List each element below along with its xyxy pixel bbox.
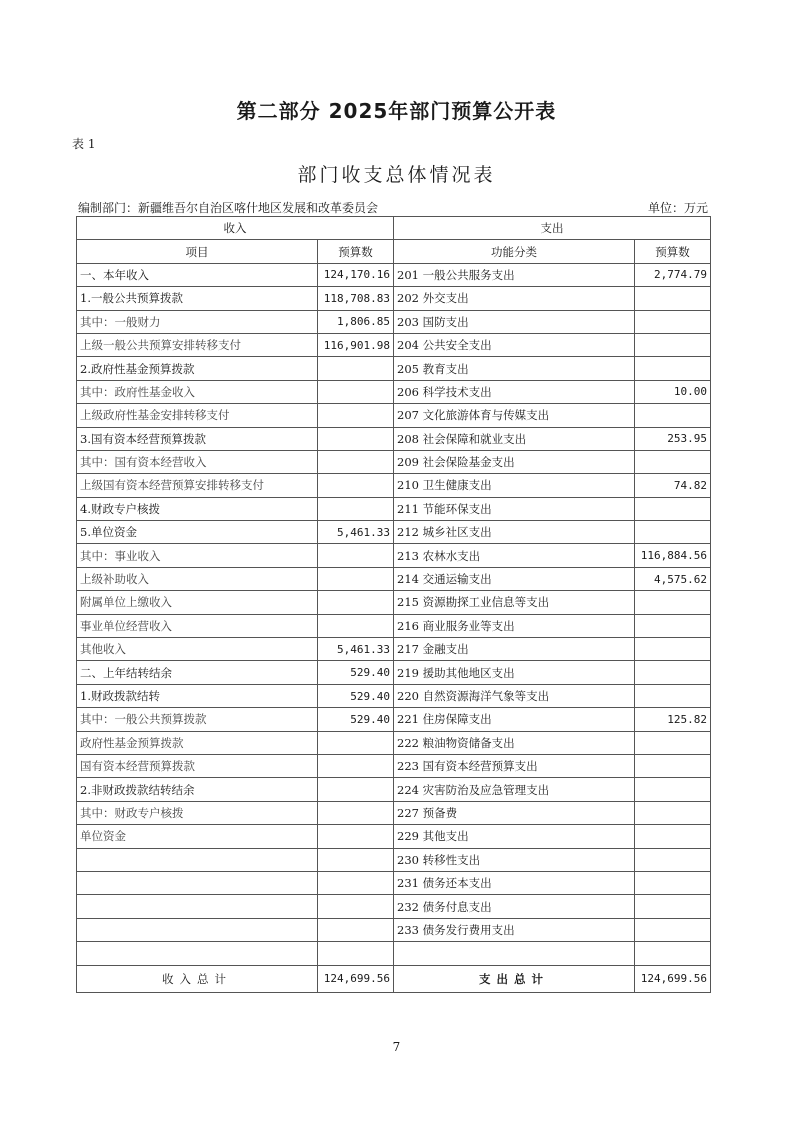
table-row [77, 778, 711, 801]
income-item-cell: 二、上年结转结余 [77, 661, 318, 684]
income-total-value: 124,699.56 [318, 965, 394, 992]
functional-class-cell: 219 援助其他地区支出 [394, 661, 635, 684]
department-label: 编制部门：新疆维吾尔自治区喀什地区发展和改革委员会 [78, 201, 379, 215]
functional-class-cell: 222 粮油物资储备支出 [394, 731, 635, 754]
table-row [77, 474, 711, 497]
income-amount-cell [318, 591, 394, 614]
table-meta-row [78, 199, 708, 215]
functional-class-cell: 210 卫生健康支出 [394, 474, 635, 497]
income-item-cell: 2.政府性基金预算拨款 [77, 357, 318, 380]
income-amount-cell [318, 731, 394, 754]
table-row [77, 310, 711, 333]
table-row [77, 567, 711, 590]
table-row [77, 614, 711, 637]
table-row [77, 708, 711, 731]
functional-class-cell: 232 债务付息支出 [394, 895, 635, 918]
income-item-cell: 其中：政府性基金收入 [77, 380, 318, 403]
budget-table [76, 216, 711, 993]
income-amount-cell [318, 497, 394, 520]
table-row [77, 684, 711, 707]
income-item-cell: 其中：一般公共预算拨款 [77, 708, 318, 731]
expenditure-amount-cell: 253.95 [635, 427, 711, 450]
income-item-cell: 其中：国有资本经营收入 [77, 450, 318, 473]
income-item-cell: 其中：事业收入 [77, 544, 318, 567]
table-row [77, 521, 711, 544]
income-item-cell [77, 895, 318, 918]
functional-class-cell: 203 国防支出 [394, 310, 635, 333]
expenditure-amount-cell: 10.00 [635, 380, 711, 403]
table-row [77, 263, 711, 286]
functional-class-cell: 216 商业服务业等支出 [394, 614, 635, 637]
expenditure-header: 支出 [394, 217, 711, 240]
income-item-cell: 政府性基金预算拨款 [77, 731, 318, 754]
income-amount-cell [318, 380, 394, 403]
table-row [77, 825, 711, 848]
expenditure-amount-cell [635, 848, 711, 871]
expenditure-amount-cell: 74.82 [635, 474, 711, 497]
income-header: 收入 [77, 217, 394, 240]
expenditure-amount-cell [635, 450, 711, 473]
table-row [77, 731, 711, 754]
income-item-cell: 事业单位经营收入 [77, 614, 318, 637]
table-row [77, 871, 711, 894]
income-amount-cell [318, 918, 394, 941]
income-amount-cell [318, 895, 394, 918]
income-item-cell: 其他收入 [77, 638, 318, 661]
table-number: 表 1 [72, 137, 96, 151]
functional-class-cell: 227 预备费 [394, 801, 635, 824]
income-amount-cell [318, 474, 394, 497]
expenditure-amount-cell [635, 333, 711, 356]
expenditure-amount-cell [635, 895, 711, 918]
expenditure-amount-cell [635, 614, 711, 637]
income-item-cell: 1.财政拨款结转 [77, 684, 318, 707]
expenditure-amount-cell [635, 684, 711, 707]
expenditure-amount-cell [635, 825, 711, 848]
expenditure-amount-cell [635, 404, 711, 427]
income-item-cell [77, 848, 318, 871]
income-amount-cell [318, 450, 394, 473]
expenditure-amount-cell: 116,884.56 [635, 544, 711, 567]
income-amount-cell: 529.40 [318, 661, 394, 684]
table-body [77, 263, 711, 965]
budget-column-header: 预算数 [318, 240, 394, 263]
table-row [77, 357, 711, 380]
income-item-cell: 其中：一般财力 [77, 310, 318, 333]
expenditure-amount-cell [635, 287, 711, 310]
table-row [77, 333, 711, 356]
functional-class-cell: 221 住房保障支出 [394, 708, 635, 731]
income-item-cell: 上级补助收入 [77, 567, 318, 590]
functional-class-cell: 201 一般公共服务支出 [394, 263, 635, 286]
functional-class-cell: 224 灾害防治及应急管理支出 [394, 778, 635, 801]
table-row [77, 661, 711, 684]
income-amount-cell [318, 848, 394, 871]
income-amount-cell: 5,461.33 [318, 638, 394, 661]
income-item-cell: 上级一般公共预算安排转移支付 [77, 333, 318, 356]
income-item-cell: 一、本年收入 [77, 263, 318, 286]
table-subheader-row [77, 240, 711, 263]
functional-class-cell: 220 自然资源海洋气象等支出 [394, 684, 635, 707]
functional-class-cell: 230 转移性支出 [394, 848, 635, 871]
income-item-cell: 上级政府性基金安排转移支付 [77, 404, 318, 427]
income-item-cell: 5.单位资金 [77, 521, 318, 544]
table-row [77, 404, 711, 427]
table-row [77, 544, 711, 567]
expenditure-amount-cell [635, 661, 711, 684]
income-amount-cell: 124,170.16 [318, 263, 394, 286]
functional-class-cell: 208 社会保障和就业支出 [394, 427, 635, 450]
functional-class-cell: 233 债务发行费用支出 [394, 918, 635, 941]
functional-class-cell: 223 国有资本经营预算支出 [394, 754, 635, 777]
table-row [77, 427, 711, 450]
unit-label: 单位：万元 [647, 201, 708, 215]
income-amount-cell: 529.40 [318, 684, 394, 707]
income-amount-cell [318, 404, 394, 427]
income-amount-cell: 116,901.98 [318, 333, 394, 356]
expenditure-amount-cell: 125.82 [635, 708, 711, 731]
table-row [77, 754, 711, 777]
functional-class-cell: 231 债务还本支出 [394, 871, 635, 894]
expenditure-budget-column-header: 预算数 [635, 240, 711, 263]
total-row [77, 965, 711, 992]
income-amount-cell [318, 567, 394, 590]
functional-class-cell: 204 公共安全支出 [394, 333, 635, 356]
income-amount-cell [318, 871, 394, 894]
table-row [77, 801, 711, 824]
functional-class-cell: 211 节能环保支出 [394, 497, 635, 520]
income-amount-cell: 1,806.85 [318, 310, 394, 333]
expenditure-amount-cell [635, 731, 711, 754]
functional-class-cell: 206 科学技术支出 [394, 380, 635, 403]
expenditure-amount-cell [635, 871, 711, 894]
income-amount-cell [318, 801, 394, 824]
functional-class-cell: 217 金融支出 [394, 638, 635, 661]
functional-class-cell: 229 其他支出 [394, 825, 635, 848]
income-item-cell [77, 942, 318, 965]
income-item-cell: 单位资金 [77, 825, 318, 848]
functional-class-cell: 202 外交支出 [394, 287, 635, 310]
expenditure-amount-cell [635, 357, 711, 380]
expenditure-amount-cell [635, 521, 711, 544]
income-item-cell: 3.国有资本经营预算拨款 [77, 427, 318, 450]
functional-class-column-header: 功能分类 [394, 240, 635, 263]
functional-class-cell: 215 资源勘探工业信息等支出 [394, 591, 635, 614]
income-amount-cell: 118,708.83 [318, 287, 394, 310]
functional-class-cell: 214 交通运输支出 [394, 567, 635, 590]
expenditure-amount-cell [635, 497, 711, 520]
functional-class-cell: 209 社会保险基金支出 [394, 450, 635, 473]
page-heading: 第二部分 2025年部门预算公开表 [236, 99, 557, 123]
income-amount-cell: 5,461.33 [318, 521, 394, 544]
functional-class-cell: 207 文化旅游体育与传媒支出 [394, 404, 635, 427]
table-row [77, 591, 711, 614]
page-number: 7 [392, 1040, 401, 1054]
expenditure-amount-cell: 4,575.62 [635, 567, 711, 590]
expenditure-amount-cell [635, 942, 711, 965]
income-item-cell: 附属单位上缴收入 [77, 591, 318, 614]
expenditure-amount-cell [635, 638, 711, 661]
table-row [77, 287, 711, 310]
income-total-label: 收入总计 [77, 965, 318, 992]
income-amount-cell [318, 942, 394, 965]
expenditure-total-label: 支出总计 [394, 965, 635, 992]
expenditure-amount-cell [635, 310, 711, 333]
income-item-cell: 其中：财政专户核拨 [77, 801, 318, 824]
table-row [77, 848, 711, 871]
income-amount-cell [318, 357, 394, 380]
income-item-cell [77, 918, 318, 941]
income-item-cell: 上级国有资本经营预算安排转移支付 [77, 474, 318, 497]
table-row [77, 918, 711, 941]
income-item-cell: 国有资本经营预算拨款 [77, 754, 318, 777]
expenditure-amount-cell [635, 918, 711, 941]
income-amount-cell [318, 754, 394, 777]
income-amount-cell: 529.40 [318, 708, 394, 731]
expenditure-total-value: 124,699.56 [635, 965, 711, 992]
table-row [77, 380, 711, 403]
table-title: 部门收支总体情况表 [297, 164, 496, 186]
expenditure-amount-cell: 2,774.79 [635, 263, 711, 286]
table-header-row [77, 217, 711, 240]
income-amount-cell [318, 544, 394, 567]
income-amount-cell [318, 427, 394, 450]
expenditure-amount-cell [635, 591, 711, 614]
functional-class-cell [394, 942, 635, 965]
income-item-cell: 4.财政专户核拨 [77, 497, 318, 520]
income-item-cell [77, 871, 318, 894]
income-amount-cell [318, 778, 394, 801]
functional-class-cell: 213 农林水支出 [394, 544, 635, 567]
functional-class-cell: 205 教育支出 [394, 357, 635, 380]
expenditure-amount-cell [635, 801, 711, 824]
table-row [77, 450, 711, 473]
income-amount-cell [318, 614, 394, 637]
table-row [77, 895, 711, 918]
table-row [77, 638, 711, 661]
income-item-cell: 1.一般公共预算拨款 [77, 287, 318, 310]
item-column-header: 项目 [77, 240, 318, 263]
income-item-cell: 2.非财政拨款结转结余 [77, 778, 318, 801]
expenditure-amount-cell [635, 754, 711, 777]
functional-class-cell: 212 城乡社区支出 [394, 521, 635, 544]
table-row [77, 942, 711, 965]
expenditure-amount-cell [635, 778, 711, 801]
table-row [77, 497, 711, 520]
income-amount-cell [318, 825, 394, 848]
